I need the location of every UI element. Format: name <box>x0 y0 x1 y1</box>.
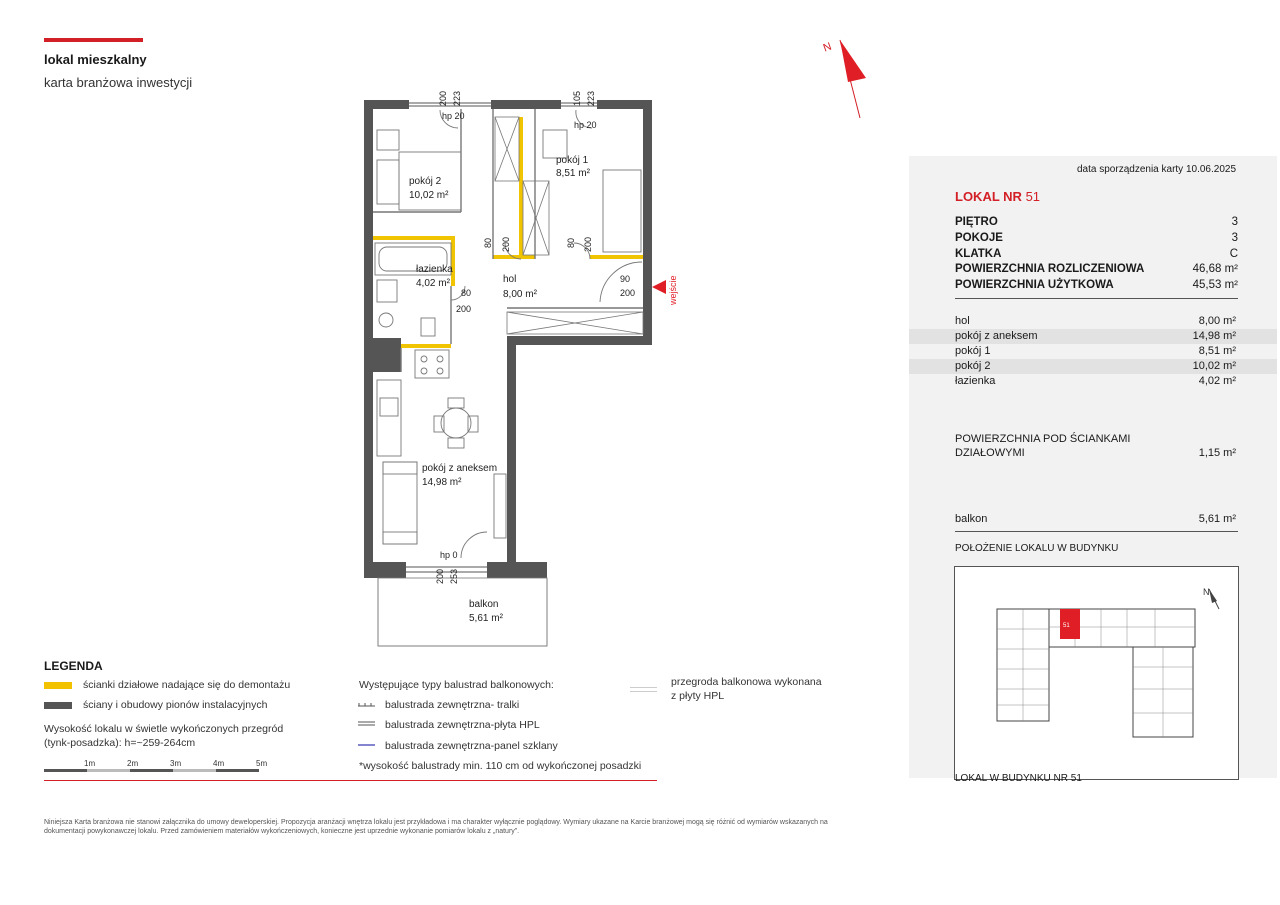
dim-label: 200 <box>456 304 472 314</box>
partition-note: przegroda balkonowa wykonana <box>671 676 822 688</box>
balustrade-item: balustrada zewnętrzna-panel szklany <box>385 740 558 752</box>
summary-stairwell: KLATKA C <box>955 248 1238 260</box>
room-name-aneks: pokój z aneksem <box>422 463 498 474</box>
balcony <box>378 578 547 646</box>
height-note: (tynk-posadzka): h=~259-264cm <box>44 737 196 749</box>
lokal-number: LOKAL NR 51 <box>955 189 1041 204</box>
building-location-map <box>954 566 1239 780</box>
location-title: POŁOŻENIE LOKALU W BUDYNKU <box>955 543 1119 554</box>
dim-label: 223 <box>452 90 462 106</box>
svg-text:1m: 1m <box>84 759 96 768</box>
legend-swatch-gray <box>44 702 72 709</box>
room-area-lazienka: 4,02 m² <box>416 278 450 289</box>
north-arrow-icon <box>1203 587 1219 609</box>
svg-text:N: N <box>1203 587 1210 597</box>
list-item: pokój z aneksem 14,98 m² <box>909 329 1277 344</box>
scale-bar <box>40 756 280 778</box>
balustrade-item: balustrada zewnętrzna-płyta HPL <box>385 719 540 731</box>
page-subtitle: karta branżowa inwestycji <box>44 75 193 90</box>
clipped-text <box>955 774 1082 778</box>
room-area-pokoj2: 10,02 m² <box>409 190 449 201</box>
room-area-pokoj1: 8,51 m² <box>556 168 590 179</box>
hp-label: hp 20 <box>442 111 465 121</box>
list-item: łazienka 4,02 m² <box>955 375 1236 387</box>
svg-text:2m: 2m <box>127 759 139 768</box>
balustrade-title: Występujące typy balustrad balkonowych: <box>359 679 554 691</box>
dim-label: 90 <box>620 274 631 284</box>
summary-rooms: POKOJE 3 <box>955 232 1238 244</box>
dim-label: 80 <box>566 237 576 248</box>
dim-label: 200 <box>501 236 511 252</box>
dim-label: 253 <box>449 568 459 584</box>
dim-label: 105 <box>572 90 582 106</box>
legend-item: ścianki działowe nadające się do demontażu <box>83 679 291 691</box>
dim-label: 200 <box>435 568 445 584</box>
entrance-label: wejście <box>668 275 678 305</box>
north-arrow-icon <box>822 40 866 118</box>
room-area-balkon: 5,61 m² <box>469 613 503 624</box>
list-item: pokój 1 8,51 m² <box>955 345 1236 357</box>
room-name-pokoj1: pokój 1 <box>556 155 589 166</box>
room-name-pokoj2: pokój 2 <box>409 176 442 187</box>
north-label: N <box>821 40 834 55</box>
room-name-hol: hol <box>503 274 517 285</box>
summary-area-usable: POWIERZCHNIA UŻYTKOWA 45,53 m² <box>955 279 1238 291</box>
dim-label: 200 <box>620 288 636 298</box>
room-name-balkon: balkon <box>469 599 499 610</box>
svg-text:4m: 4m <box>213 759 225 768</box>
summary-area-billing: POWIERZCHNIA ROZLICZENIOWA 46,68 m² <box>955 263 1238 275</box>
room-area-aneks: 14,98 m² <box>422 477 462 488</box>
balkon-value: 5,61 m² <box>1198 513 1236 525</box>
height-note: Wysokość lokalu w świetle wykończonych przegród <box>44 723 284 735</box>
partition-swatch <box>630 687 657 692</box>
dim-label: 200 <box>583 236 593 252</box>
disclaimer: Niniejsza Karta branżowa nie stanowi załącznika do umowy deweloperskiej. Propozycja aranżacji wnętrza lokalu jest przykładowa i ma charakter wyłącznie poglądowy. Wymiary ukazane na Karcie branżowej mogą się różnić od wymiarów wskazanych na dokumentacji powykonawczej lokalu. Przed zamówieniem materiałów wykończeniowych, konieczne jest uprzednie wykonanie pomiarów lokalu z „natury”. <box>44 819 828 835</box>
minimap-lokal-label: 51 <box>1063 623 1070 629</box>
walls-label-2: DZIAŁOWYMI <box>955 447 1025 459</box>
dim-label: 80 <box>461 288 472 298</box>
hp-label: hp 0 <box>440 550 458 560</box>
info-panel <box>909 156 1277 778</box>
walls-value: 1,15 m² <box>1198 447 1236 459</box>
partition-note: z płyty HPL <box>671 690 725 702</box>
dim-label: 223 <box>586 90 596 106</box>
creation-date: data sporządzenia karty 10.06.2025 <box>1077 164 1236 175</box>
entrance-icon <box>652 280 666 294</box>
room-name-lazienka: łazienka <box>416 264 453 275</box>
legend-item: ściany i obudowy pionów instalacyjnych <box>83 699 268 711</box>
list-item: hol 8,00 m² <box>955 315 1236 327</box>
divider-line <box>44 780 657 781</box>
walls-label-1: POWIERZCHNIA POD ŚCIANKAMI <box>955 433 1131 445</box>
summary-floor: PIĘTRO 3 <box>955 216 1238 228</box>
dim-label: 200 <box>438 90 448 106</box>
page-title: lokal mieszkalny <box>44 52 147 67</box>
balustrade-item: balustrada zewnętrzna- tralki <box>385 699 520 711</box>
room-area-hol: 8,00 m² <box>503 289 537 300</box>
balkon-label: balkon <box>955 513 988 525</box>
exterior-walls <box>364 100 652 578</box>
dim-label: 80 <box>483 237 493 248</box>
list-item: pokój 2 10,02 m² <box>909 359 1277 374</box>
legend-title: LEGENDA <box>44 659 103 673</box>
svg-text:3m: 3m <box>170 759 182 768</box>
legend-swatch-yellow <box>44 682 72 689</box>
room-list <box>909 314 1277 389</box>
svg-text:5m: 5m <box>256 759 268 768</box>
balustrade-icons <box>357 700 377 750</box>
hp-label: hp 20 <box>574 120 597 130</box>
balustrade-note: *wysokość balustrady min. 110 cm od wykończonej posadzki <box>359 760 642 772</box>
